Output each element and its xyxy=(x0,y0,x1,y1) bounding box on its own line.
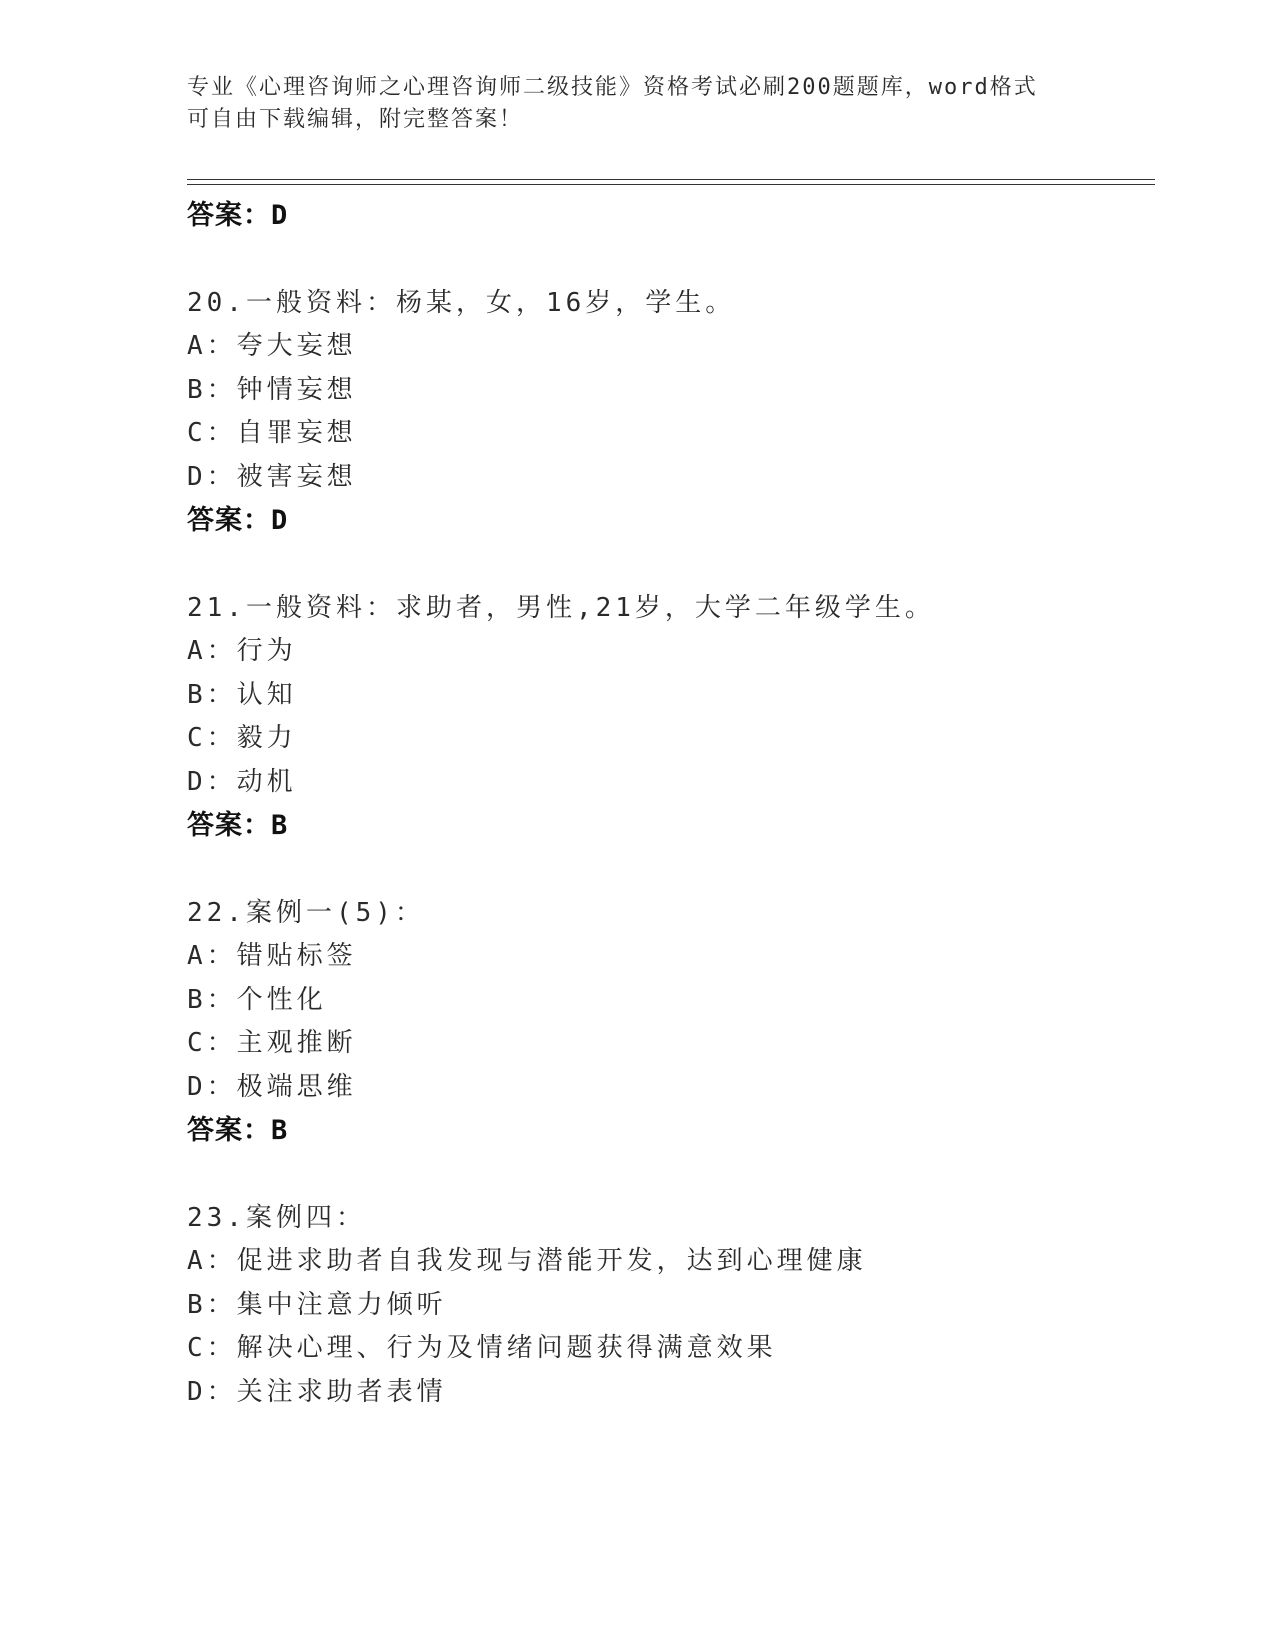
question-21-option-b: B：认知 xyxy=(187,680,297,710)
question-20-option-d: D：被害妄想 xyxy=(187,462,357,492)
question-20-option-c: C：自罪妄想 xyxy=(187,418,357,448)
header-divider xyxy=(187,179,1155,180)
question-22-option-c: C：主观推断 xyxy=(187,1028,357,1058)
question-22-answer: 答案：B xyxy=(187,1115,289,1146)
previous-answer: 答案：D xyxy=(187,200,289,231)
question-22-option-a: A：错贴标签 xyxy=(187,941,357,971)
question-22-option-d: D：极端思维 xyxy=(187,1072,357,1102)
question-21-option-c: C：毅力 xyxy=(187,723,297,753)
document-header xyxy=(187,72,1087,136)
question-23-option-d: D：关注求助者表情 xyxy=(187,1377,447,1407)
question-20-stem: 20.一般资料：杨某，女，16岁，学生。 xyxy=(187,288,736,318)
question-20-option-b: B：钟情妄想 xyxy=(187,375,357,405)
question-23-option-b: B：集中注意力倾听 xyxy=(187,1290,447,1320)
question-21-option-a: A：行为 xyxy=(187,636,297,666)
question-21-option-d: D：动机 xyxy=(187,767,297,797)
header-divider-secondary xyxy=(187,184,1155,185)
question-20-option-a: A：夸大妄想 xyxy=(187,331,357,361)
question-21-stem: 21.一般资料：求助者，男性,21岁，大学二年级学生。 xyxy=(187,593,935,623)
question-23-option-a: A：促进求助者自我发现与潜能开发，达到心理健康 xyxy=(187,1246,867,1276)
question-23-stem: 23.案例四： xyxy=(187,1203,366,1233)
question-23-option-c: C：解决心理、行为及情绪问题获得满意效果 xyxy=(187,1333,777,1363)
question-22-option-b: B：个性化 xyxy=(187,985,327,1015)
header-line-1: 专业《心理咨询师之心理咨询师二级技能》资格考试必刷200题题库，word格式 xyxy=(187,75,1038,100)
header-line-2: 可自由下载编辑，附完整答案！ xyxy=(187,107,524,132)
question-21-answer: 答案：B xyxy=(187,810,289,841)
question-20-answer: 答案：D xyxy=(187,505,289,536)
question-22-stem: 22.案例一(5)： xyxy=(187,898,425,928)
